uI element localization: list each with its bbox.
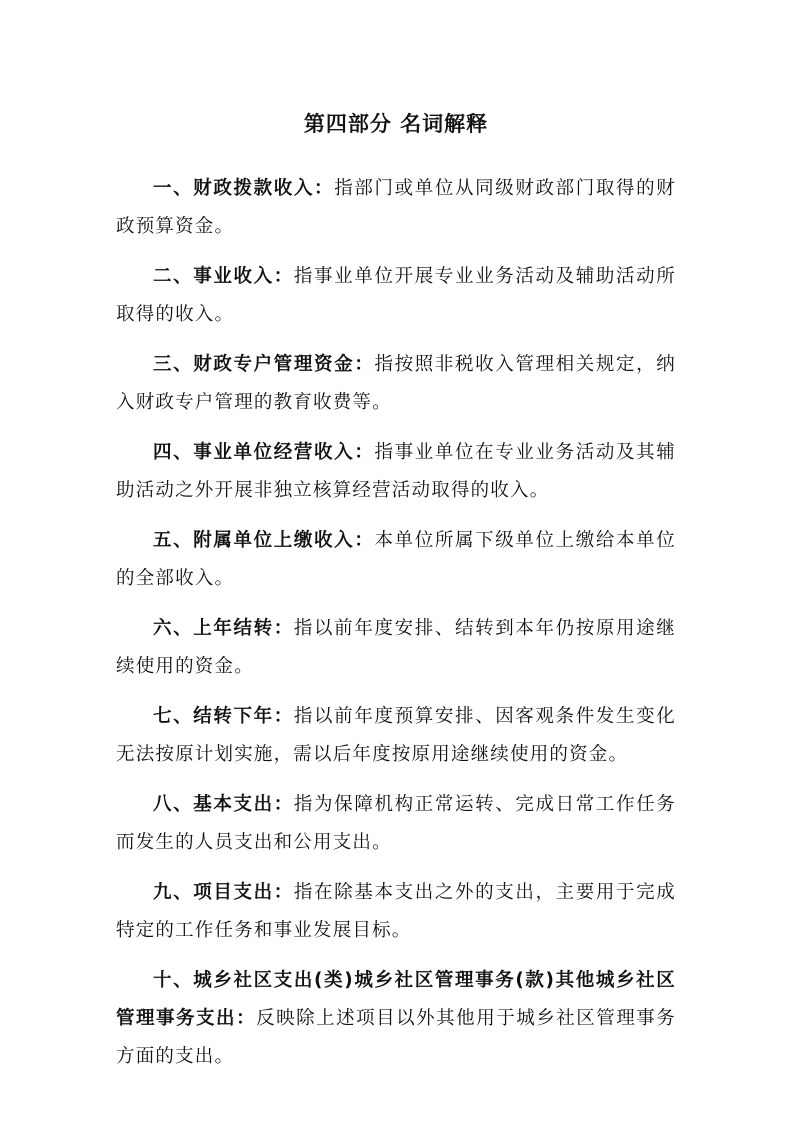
definition-7: 指以前年度预算安排、因客观条件发生变化无法按原计划实施，需以后年度按原用途继续使用的资金。 <box>116 706 676 765</box>
term-3: 三、财政专户管理资金： <box>153 354 375 375</box>
definition-9: 指在除基本支出之外的支出，主要用于完成特定的工作任务和事业发展目标。 <box>116 882 676 941</box>
document-page <box>116 108 676 1088</box>
definition-8: 指为保障机构正常运转、完成日常工作任务而发生的人员支出和公用支出。 <box>116 794 676 853</box>
definition-4: 指事业单位在专业业务活动及其辅助活动之外开展非独立核算经营活动取得的收入。 <box>116 442 676 501</box>
definition-entry-7 <box>116 698 676 774</box>
definition-6: 指以前年度安排、结转到本年仍按原用途继续使用的资金。 <box>116 618 676 677</box>
term-1: 一、财政拨款收入： <box>153 178 335 199</box>
definition-entry-5 <box>116 522 676 598</box>
term-8: 八、基本支出： <box>153 794 294 815</box>
definition-entry-10 <box>116 962 676 1076</box>
definition-3: 指按照非税收入管理相关规定，纳入财政专户管理的教育收费等。 <box>116 354 676 413</box>
term-5: 五、附属单位上缴收入： <box>153 530 375 551</box>
definition-entry-4 <box>116 434 676 510</box>
page-title: 第四部分 名词解释 <box>303 112 489 136</box>
definition-1: 指部门或单位从同级财政部门取得的财政预算资金。 <box>116 178 676 237</box>
definition-entry-3 <box>116 346 676 422</box>
definition-2: 指事业单位开展专业业务活动及辅助活动所取得的收入。 <box>116 266 676 325</box>
definition-entry-8 <box>116 786 676 862</box>
definition-entry-9 <box>116 874 676 950</box>
definition-5: 本单位所属下级单位上缴给本单位的全部收入。 <box>116 530 676 589</box>
definition-10: 反映除上述项目以外其他用于城乡社区管理事务方面的支出。 <box>116 1008 676 1067</box>
term-10: 十、城乡社区支出(类)城乡社区管理事务(款)其他城乡社区管理事务支出： <box>116 970 676 1029</box>
definition-entry-6 <box>116 610 676 686</box>
term-7: 七、结转下年： <box>153 706 294 727</box>
definition-entry-1 <box>116 170 676 246</box>
definition-entry-2 <box>116 258 676 334</box>
term-6: 六、上年结转： <box>153 618 294 639</box>
term-4: 四、事业单位经营收入： <box>153 442 375 463</box>
term-9: 九、项目支出： <box>153 882 294 903</box>
term-2: 二、事业收入： <box>153 266 294 287</box>
